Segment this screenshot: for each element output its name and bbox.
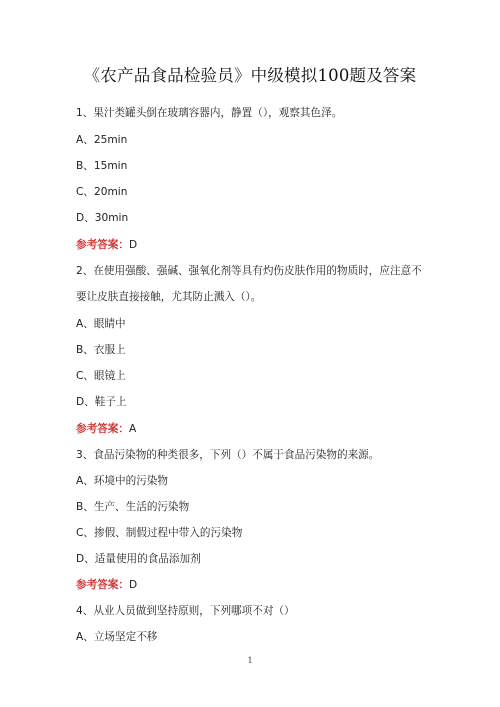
question-1-option-c: C、20min bbox=[76, 186, 128, 198]
question-3-option-d: D、适量使用的食品添加剂 bbox=[76, 553, 201, 565]
question-2-option-c: C、眼镜上 bbox=[76, 370, 126, 382]
answer-value: D bbox=[128, 239, 138, 251]
question-1-option-b: B、15min bbox=[76, 160, 128, 172]
document-title: 《农产品食品检验员》中级模拟100题及答案 bbox=[83, 66, 417, 85]
question-1-answer bbox=[76, 238, 137, 252]
question-2-option-d: D、鞋子上 bbox=[76, 396, 127, 408]
answer-label: 参考答案： bbox=[76, 423, 129, 435]
question-2-option-b: B、衣服上 bbox=[76, 344, 126, 356]
question-4-stem: 4、从业人员做到坚持原则，下列哪项不对（） bbox=[76, 605, 295, 617]
question-3-option-c: C、掺假、制假过程中带入的污染物 bbox=[76, 527, 243, 539]
answer-label: 参考答案： bbox=[76, 579, 129, 591]
question-2-stem-line-2: 要让皮肤直接接触，尤其防止溅入（）。 bbox=[76, 291, 262, 303]
question-3-answer bbox=[76, 578, 137, 592]
question-4-option-a: A、立场坚定不移 bbox=[76, 631, 158, 643]
question-2-answer bbox=[76, 422, 136, 436]
question-1-option-a: A、25min bbox=[76, 134, 128, 146]
question-2-option-a: A、眼睛中 bbox=[76, 318, 126, 330]
question-3-stem: 3、食品污染物的种类很多，下列（）不属于食品污染物的来源。 bbox=[76, 449, 380, 461]
question-1-option-d: D、30min bbox=[76, 212, 129, 224]
answer-value: D bbox=[128, 579, 138, 591]
question-3-option-a: A、环境中的污染物 bbox=[76, 475, 168, 487]
question-1-stem: 1、果汁类罐头倒在玻璃容器内，静置（），观察其色泽。 bbox=[76, 107, 343, 119]
answer-label: 参考答案： bbox=[76, 239, 129, 251]
question-2-stem-line-1: 2、在使用强酸、强碱、强氧化剂等具有灼伤皮肤作用的物质时，应注意不 bbox=[76, 265, 422, 277]
question-3-option-b: B、生产、生活的污染物 bbox=[76, 501, 190, 513]
page-number: 1 bbox=[247, 656, 253, 665]
answer-value: A bbox=[128, 423, 137, 435]
